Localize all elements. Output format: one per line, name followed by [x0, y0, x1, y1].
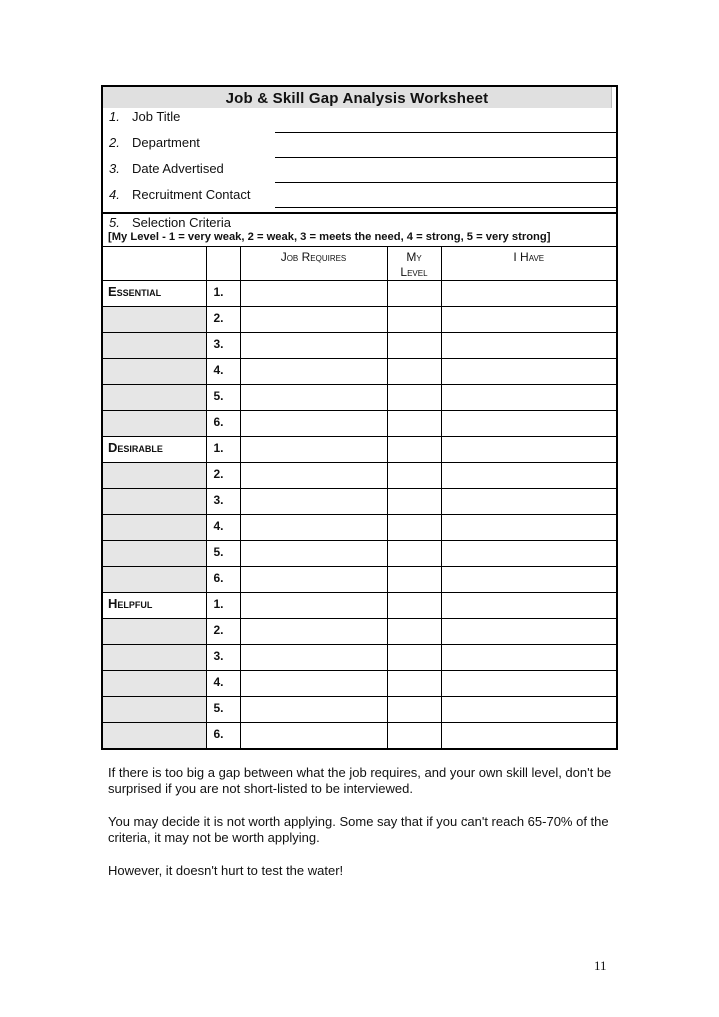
my-level-cell[interactable]: [387, 359, 441, 385]
row-number-cell: [206, 411, 240, 437]
job-requires-cell[interactable]: [240, 359, 387, 385]
i-have-cell[interactable]: [441, 593, 616, 619]
i-have-cell[interactable]: [441, 307, 616, 333]
my-level-cell[interactable]: [387, 333, 441, 359]
job-requires-cell[interactable]: [240, 541, 387, 567]
job-requires-cell[interactable]: [240, 671, 387, 697]
i-have-cell[interactable]: [441, 567, 616, 593]
my-level-cell[interactable]: [387, 489, 441, 515]
criteria-row: [103, 281, 616, 307]
category-shaded-cell: [103, 671, 206, 697]
category-shaded-cell: [103, 307, 206, 333]
job-requires-cell[interactable]: [240, 515, 387, 541]
row-number-cell: [206, 645, 240, 671]
i-have-cell[interactable]: [441, 359, 616, 385]
my-level-cell[interactable]: [387, 411, 441, 437]
i-have-cell[interactable]: [441, 515, 616, 541]
recruitment-contact-row: [109, 186, 251, 204]
row-number: 6.: [213, 571, 224, 585]
my-level-cell[interactable]: [387, 307, 441, 333]
my-level-cell[interactable]: [387, 385, 441, 411]
my-level-cell[interactable]: [387, 723, 441, 749]
row-number-cell: [206, 593, 240, 619]
row-number: 1.: [213, 285, 224, 299]
i-have-cell[interactable]: [441, 281, 616, 307]
category-shaded-cell: [103, 567, 206, 593]
i-have-cell[interactable]: [441, 385, 616, 411]
level-legend: [My Level - 1 = very weak, 2 = weak, 3 = meets the need, 4 = strong, 5 = very strong]: [108, 231, 551, 243]
field-label-recruitment-contact: Recruitment Contact: [132, 187, 251, 202]
criteria-row: [103, 541, 616, 567]
criteria-row: [103, 567, 616, 593]
row-number-cell: [206, 463, 240, 489]
row-number: 6.: [213, 415, 224, 429]
row-number-cell: [206, 359, 240, 385]
my-level-cell[interactable]: [387, 463, 441, 489]
row-number-cell: [206, 385, 240, 411]
field-label-job-title: Job Title: [132, 109, 181, 124]
my-level-cell[interactable]: [387, 645, 441, 671]
criteria-row: [103, 697, 616, 723]
job-requires-cell[interactable]: [240, 593, 387, 619]
row-number: 3.: [213, 337, 224, 351]
row-number-cell: [206, 281, 240, 307]
category-shaded-cell: [103, 645, 206, 671]
department-line[interactable]: [275, 157, 616, 158]
i-have-cell[interactable]: [441, 411, 616, 437]
field-number: 2.: [109, 135, 120, 150]
row-number: 3.: [213, 649, 224, 663]
i-have-cell[interactable]: [441, 541, 616, 567]
my-level-cell[interactable]: [387, 567, 441, 593]
my-level-cell[interactable]: [387, 437, 441, 463]
header-blank-cell: [103, 247, 206, 281]
job-title-line[interactable]: [275, 132, 616, 133]
header-my-level-line1: My: [406, 250, 422, 264]
selection-criteria-label: Selection Criteria: [132, 215, 231, 230]
my-level-cell[interactable]: [387, 593, 441, 619]
criteria-row: [103, 593, 616, 619]
header-i-have: I Have: [441, 247, 616, 281]
row-number-cell: [206, 671, 240, 697]
category-label-cell: [103, 281, 206, 307]
criteria-table: [103, 246, 616, 750]
header-my-level-line2: Level: [400, 265, 428, 279]
job-requires-cell[interactable]: [240, 619, 387, 645]
criteria-row: [103, 359, 616, 385]
i-have-cell[interactable]: [441, 333, 616, 359]
category-shaded-cell: [103, 619, 206, 645]
category-label-cell: [103, 437, 206, 463]
criteria-row: [103, 437, 616, 463]
selection-criteria-title: [109, 215, 231, 230]
criteria-row: [103, 489, 616, 515]
my-level-cell[interactable]: [387, 697, 441, 723]
job-requires-cell[interactable]: [240, 333, 387, 359]
i-have-cell[interactable]: [441, 463, 616, 489]
job-title-row: [109, 108, 180, 126]
field-label-date-advertised: Date Advertised: [132, 161, 224, 176]
row-number-cell: [206, 307, 240, 333]
note-paragraph-test-water: However, it doesn't hurt to test the water!: [108, 863, 344, 878]
my-level-cell[interactable]: [387, 619, 441, 645]
field-label-department: Department: [132, 135, 200, 150]
note-paragraph-applying: You may decide it is not worth applying. Some say that if you can't reach 65-70% of the criteria, it may not be worth applying.: [108, 814, 609, 845]
category-label: Desirable: [108, 440, 163, 455]
row-number-cell: [206, 437, 240, 463]
field-number: 4.: [109, 187, 120, 202]
criteria-row: [103, 307, 616, 333]
category-shaded-cell: [103, 333, 206, 359]
row-number-cell: [206, 697, 240, 723]
worksheet: [101, 85, 618, 750]
field-number: 3.: [109, 161, 120, 176]
header-blank-cell: [206, 247, 240, 281]
i-have-cell[interactable]: [441, 489, 616, 515]
i-have-cell[interactable]: [441, 645, 616, 671]
header-job-requires: Job Requires: [240, 247, 387, 281]
criteria-row: [103, 385, 616, 411]
category-shaded-cell: [103, 359, 206, 385]
row-number: 4.: [213, 675, 224, 689]
i-have-cell[interactable]: [441, 619, 616, 645]
row-number: 6.: [213, 727, 224, 741]
field-number: 1.: [109, 109, 120, 124]
page-number: 11: [594, 958, 607, 973]
row-number: 3.: [213, 493, 224, 507]
date-advertised-row: [109, 160, 224, 178]
criteria-row: [103, 671, 616, 697]
criteria-row: [103, 333, 616, 359]
field-number: 5.: [109, 215, 120, 230]
category-shaded-cell: [103, 463, 206, 489]
criteria-row: [103, 515, 616, 541]
my-level-cell[interactable]: [387, 281, 441, 307]
job-requires-cell[interactable]: [240, 723, 387, 749]
date-advertised-line[interactable]: [275, 182, 616, 183]
job-requires-cell[interactable]: [240, 411, 387, 437]
row-number: 5.: [213, 545, 224, 559]
note-paragraph-gap: If there is too big a gap between what the job requires, and your own skill level, don't be surprised if you are not short-listed to be interviewed.: [108, 765, 612, 796]
job-requires-cell[interactable]: [240, 645, 387, 671]
row-number: 1.: [213, 441, 224, 455]
row-number: 5.: [213, 701, 224, 715]
category-shaded-cell: [103, 515, 206, 541]
job-requires-cell[interactable]: [240, 437, 387, 463]
category-label: Helpful: [108, 596, 153, 611]
i-have-cell[interactable]: [441, 437, 616, 463]
i-have-cell[interactable]: [441, 697, 616, 723]
selection-criteria-header: [103, 212, 616, 246]
i-have-cell[interactable]: [441, 723, 616, 749]
my-level-cell[interactable]: [387, 671, 441, 697]
my-level-cell[interactable]: [387, 515, 441, 541]
row-number-cell: [206, 541, 240, 567]
row-number-cell: [206, 515, 240, 541]
category-shaded-cell: [103, 541, 206, 567]
job-requires-cell[interactable]: [240, 697, 387, 723]
i-have-cell[interactable]: [441, 671, 616, 697]
worksheet-title: Job & Skill Gap Analysis Worksheet: [103, 87, 612, 108]
job-requires-cell[interactable]: [240, 385, 387, 411]
row-number-cell: [206, 489, 240, 515]
criteria-row: [103, 645, 616, 671]
header-my-level: [387, 247, 441, 281]
category-shaded-cell: [103, 411, 206, 437]
recruitment-contact-line[interactable]: [275, 207, 616, 208]
job-info-section: [103, 108, 616, 212]
category-shaded-cell: [103, 723, 206, 749]
job-requires-cell[interactable]: [240, 567, 387, 593]
department-row: [109, 134, 200, 152]
my-level-cell[interactable]: [387, 541, 441, 567]
row-number-cell: [206, 723, 240, 749]
criteria-row: [103, 619, 616, 645]
criteria-row: [103, 723, 616, 749]
row-number-cell: [206, 333, 240, 359]
category-label: Essential: [108, 284, 162, 299]
row-number: 2.: [213, 467, 224, 481]
criteria-row: [103, 411, 616, 437]
job-requires-cell[interactable]: [240, 463, 387, 489]
category-shaded-cell: [103, 489, 206, 515]
row-number: 2.: [213, 311, 224, 325]
job-requires-cell[interactable]: [240, 281, 387, 307]
row-number: 4.: [213, 519, 224, 533]
row-number: 1.: [213, 597, 224, 611]
row-number: 5.: [213, 389, 224, 403]
category-label-cell: [103, 593, 206, 619]
category-shaded-cell: [103, 385, 206, 411]
job-requires-cell[interactable]: [240, 307, 387, 333]
row-number-cell: [206, 619, 240, 645]
category-shaded-cell: [103, 697, 206, 723]
criteria-row: [103, 463, 616, 489]
row-number-cell: [206, 567, 240, 593]
row-number: 2.: [213, 623, 224, 637]
job-requires-cell[interactable]: [240, 489, 387, 515]
table-header-row: [103, 247, 616, 281]
row-number: 4.: [213, 363, 224, 377]
